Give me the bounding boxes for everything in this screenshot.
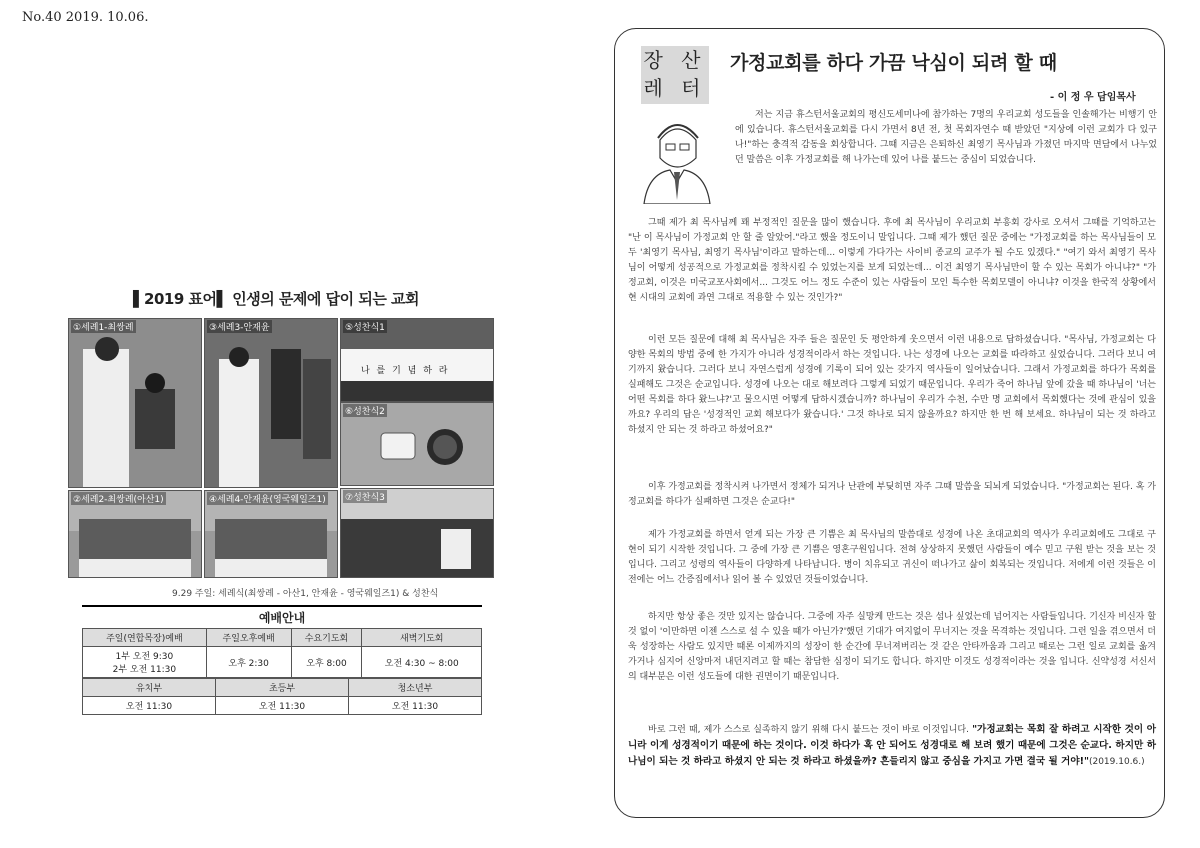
worship-title: 예배안내 (82, 605, 482, 626)
photo-grid (68, 318, 492, 576)
paragraph-text: 제가 가정교회를 하면서 얻게 되는 가장 큰 기쁨은 최 목사님의 말씀대로 성경에 나온 초대교회의 역사가 우리교회에도 그대로 구현이 되기 시작한 것입니다. 그 중에 가장 큰 기쁨은 영혼구원입니다. 전혀 상상하지 못했던 사람들이 예수 믿고 구원 받는 것을 보는 것입니다. 그리고 성령의 역사들이 다양하게 나타납니다. 병이 치유되고 귀신이 떠나가고 삶이 회복되는 것입니다. 저에게 이런 것들은 이전에는 어느 간증집에서나 읽어 볼 수 있었던 것들이었습니다. (628, 530, 1156, 585)
school-time: 오전 11:30 (349, 697, 482, 715)
issue-number: No.40 2019. 10.06. (22, 10, 149, 25)
communion-banner-text: 나 를 기 념 하 라 (361, 366, 450, 376)
photo-caption: 9.29 주일: 세례식(최쌍례 - 아산1, 안재윤 - 영국웨일즈1) & 성찬식 (172, 589, 439, 599)
photo-label: ①세례1-최쌍례 (71, 320, 136, 333)
worship-header: 새벽기도회 (362, 629, 482, 647)
photo-label: ⑦성찬식3 (343, 490, 387, 503)
letter-paragraph-5 (628, 528, 1156, 588)
closing-intro: 바로 그런 때, 제가 스스로 실족하지 않기 위해 다시 붙드는 것이 바로 이것입니다. (648, 725, 969, 735)
badge-line: 장 산 (643, 48, 707, 72)
photo-communion-3 (340, 488, 494, 578)
school-header: 청소년부 (349, 679, 482, 697)
badge-line: 레 터 (643, 76, 707, 100)
letter-paragraph-2 (628, 216, 1156, 306)
worship-time: 오후 2:30 (206, 647, 291, 678)
letter-paragraph-3 (628, 333, 1156, 438)
school-header: 초등부 (216, 679, 349, 697)
paragraph-text: 저는 지금 휴스턴서울교회의 평신도세미나에 참가하는 7명의 우리교회 성도들을 인솔해가는 비행기 안에 있습니다. 휴스턴서울교회를 다시 가면서 8년 전, 첫 목회자연수 때 받았던 "지상에 이런 교회가 다 있구나!"하는 충격적 감동을 회상합니다. 그때 지금은 은퇴하신 최영기 목사님과 가졌던 마지막 면담에서 나누었던 말씀은 이후 가정교회를 해 나가는데 있어 나를 붙드는 중심이 되었습니다. (735, 110, 1157, 165)
photo-label: ②세례2-최쌍례(아산1) (71, 492, 166, 505)
worship-header: 수요기도회 (291, 629, 362, 647)
paragraph-text: 그때 제가 최 목사님께 꽤 부정적인 질문을 많이 했습니다. 후에 최 목사님이 우리교회 부흥회 강사로 오셔서 그때를 기억하고는 "난 이 목사님이 가정교회 안 할 줄 알았어."라고 했을 정도이니 말입니다. 그때 제가 했던 질문 중에는 "가정교회를 하는 목사님들이 모두 '최영기 목사님, 최영기 목사님'이라고 말하는데... 이렇게 가다가는 사이비 종교의 교주가 될 수도 있겠다." "여기 와서 최영기 목사님이 어떻게 성공적으로 가정교회를 정착시킬 수 있었는지를 보게 되었는데... 이건 최영기 목사님만이 할 수 있는 목회가 아니냐?" "가정교회, 이것은 미국교포사회에서... 그것도 어느 정도 수준이 있는 사람들이 모인 특수한 목회모델이 아니냐? 이것을 한국적 상황에서 현 시대의 교회에 과연 그대로 적용할 수 있는 것인가?" (628, 218, 1156, 303)
photo-label: ⑤성찬식1 (343, 320, 387, 333)
paragraph-text (628, 722, 1156, 770)
motto-banner: ▌2019 표어▌ 인생의 문제에 답이 되는 교회 (133, 290, 420, 308)
school-time: 오전 11:30 (216, 697, 349, 715)
photo-label: ③세례3-안재윤 (207, 320, 272, 333)
letter-author: - 이 정 우 담임목사 (1050, 92, 1136, 103)
letter-paragraph-4 (628, 480, 1156, 510)
paragraph-text: 하지만 항상 좋은 것만 있지는 않습니다. 그중에 자주 실망케 만드는 것은 섬나 싶었는데 넘어지는 사람들입니다. 기신자 비신자 할 것 없이 '이만하면 이젠 스스로 설 수 있을 때가 아닌가?'했던 기대가 여지없이 무너지는 것을 목격하는 것입니다. 그런 일을 겪으면서 더욱 성장하는 사람도 있지만 때론 이제까지의 성장이 한 순간에 무너져버리는 것 같은 안타까움과 그리고 때로는 그런 일로 교회를 옮겨가거나 심지어 신앙마저 내던지려고 할 때는 참담한 심정이 되기도 합니다. 하지만 이것도 성경적이라는 것을 입니다. 신약성경 서신서의 대부분은 이런 성도들에 대한 권면이기 때문입니다. (628, 612, 1156, 682)
school-header: 유치부 (83, 679, 216, 697)
photo-baptism-3 (204, 318, 338, 488)
letter-title: 가정교회를 하다 가끔 낙심이 되려 할 때 (730, 52, 1057, 74)
worship-schedule (82, 605, 482, 715)
paragraph-text: 이후 가정교회를 정착시켜 나가면서 정체가 되거나 난관에 부딪히면 자주 그때 말씀을 되뇌게 되었습니다. "가정교회는 된다. 혹 가정교회를 하다가 실패하면 그것은 순교다!" (628, 482, 1156, 507)
worship-table (82, 628, 482, 678)
school-table (82, 678, 482, 715)
worship-time: 오전 4:30 ~ 8:00 (362, 647, 482, 678)
worship-header: 주일(연합목장)예배 (83, 629, 207, 647)
photo-baptism-1 (68, 318, 202, 488)
closing-date: (2019.10.6.) (1088, 757, 1145, 767)
school-time: 오전 11:30 (83, 697, 216, 715)
worship-header: 주일오후예배 (206, 629, 291, 647)
photo-baptism-2 (68, 490, 202, 578)
letter-badge (641, 46, 709, 104)
worship-time: 1부 오전 9:30 2부 오전 11:30 (83, 647, 207, 678)
letter-paragraph-1 (735, 108, 1157, 168)
paragraph-text: 이런 모든 질문에 대해 최 목사님은 자주 들은 질문인 듯 평안하게 웃으면서 이런 내용으로 답하셨습니다. "목사님, 가정교회는 다양한 목회의 방법 중에 한 가지가 아니라 성경적이라서 하는 것입니다. 나는 성경에 나오는 교회를 따라하고 싶었습니다. 그러다 보니 여기까지 왔습니다. 그러다 보니 자연스럽게 성경에 기록이 되어 있는 갖가지 역사들이 일어났습니다. 그래서 가정교회를 하다가 목회를 실패해도 그것은 순교입니다. 성경에 나오는 대로 해보려다 그렇게 되었기 때문입니다. 우리가 죽어 하나님 앞에 갔을 때 하나님이 '너는 어떤 목회를 하다 왔느냐?'고 물으시면 어떻게 답하시겠습니까? 하나님이 우리가 수천, 수만 명 교회에서 목회했다는 것에 관심이 있을까요? 우리의 답은 '성경적인 교회 해보다가 왔습니다.' 그것 하나로 되지 않을까요? 하지만 한 번 해 보세요. 하나님이 되는 것 하라고 하셨지 안 되는 것 하라고 하셨어요?" (628, 335, 1156, 435)
photo-label: ⑥성찬식2 (343, 404, 387, 417)
photo-label: ④세례4-안재윤(영국웨일즈1) (207, 492, 328, 505)
letter-paragraph-6 (628, 610, 1156, 685)
photo-communion-2 (340, 402, 494, 486)
pastor-portrait (630, 110, 724, 204)
photo-baptism-4 (204, 490, 338, 578)
photo-communion-1 (340, 318, 494, 402)
closing-quote: "가정교회는 목회 잘 하려고 시작한 것이 아니라 이게 성경적이기 때문에 하는 것이다. 이것 하다가 혹 안 되어도 성경대로 해 보려 했기 때문에 그것은 순교다. 하지만 하나님이 되는 것 하라고 하셨지 안 되는 것 하라고 하셨을까? 흔들리지 않고 중심을 가지고 가면 결국 될 거야!" (628, 724, 1156, 767)
baptism-3-image (205, 319, 337, 487)
worship-time: 오후 8:00 (291, 647, 362, 678)
letter-paragraph-7 (628, 722, 1156, 770)
baptism-1-image (69, 319, 201, 487)
